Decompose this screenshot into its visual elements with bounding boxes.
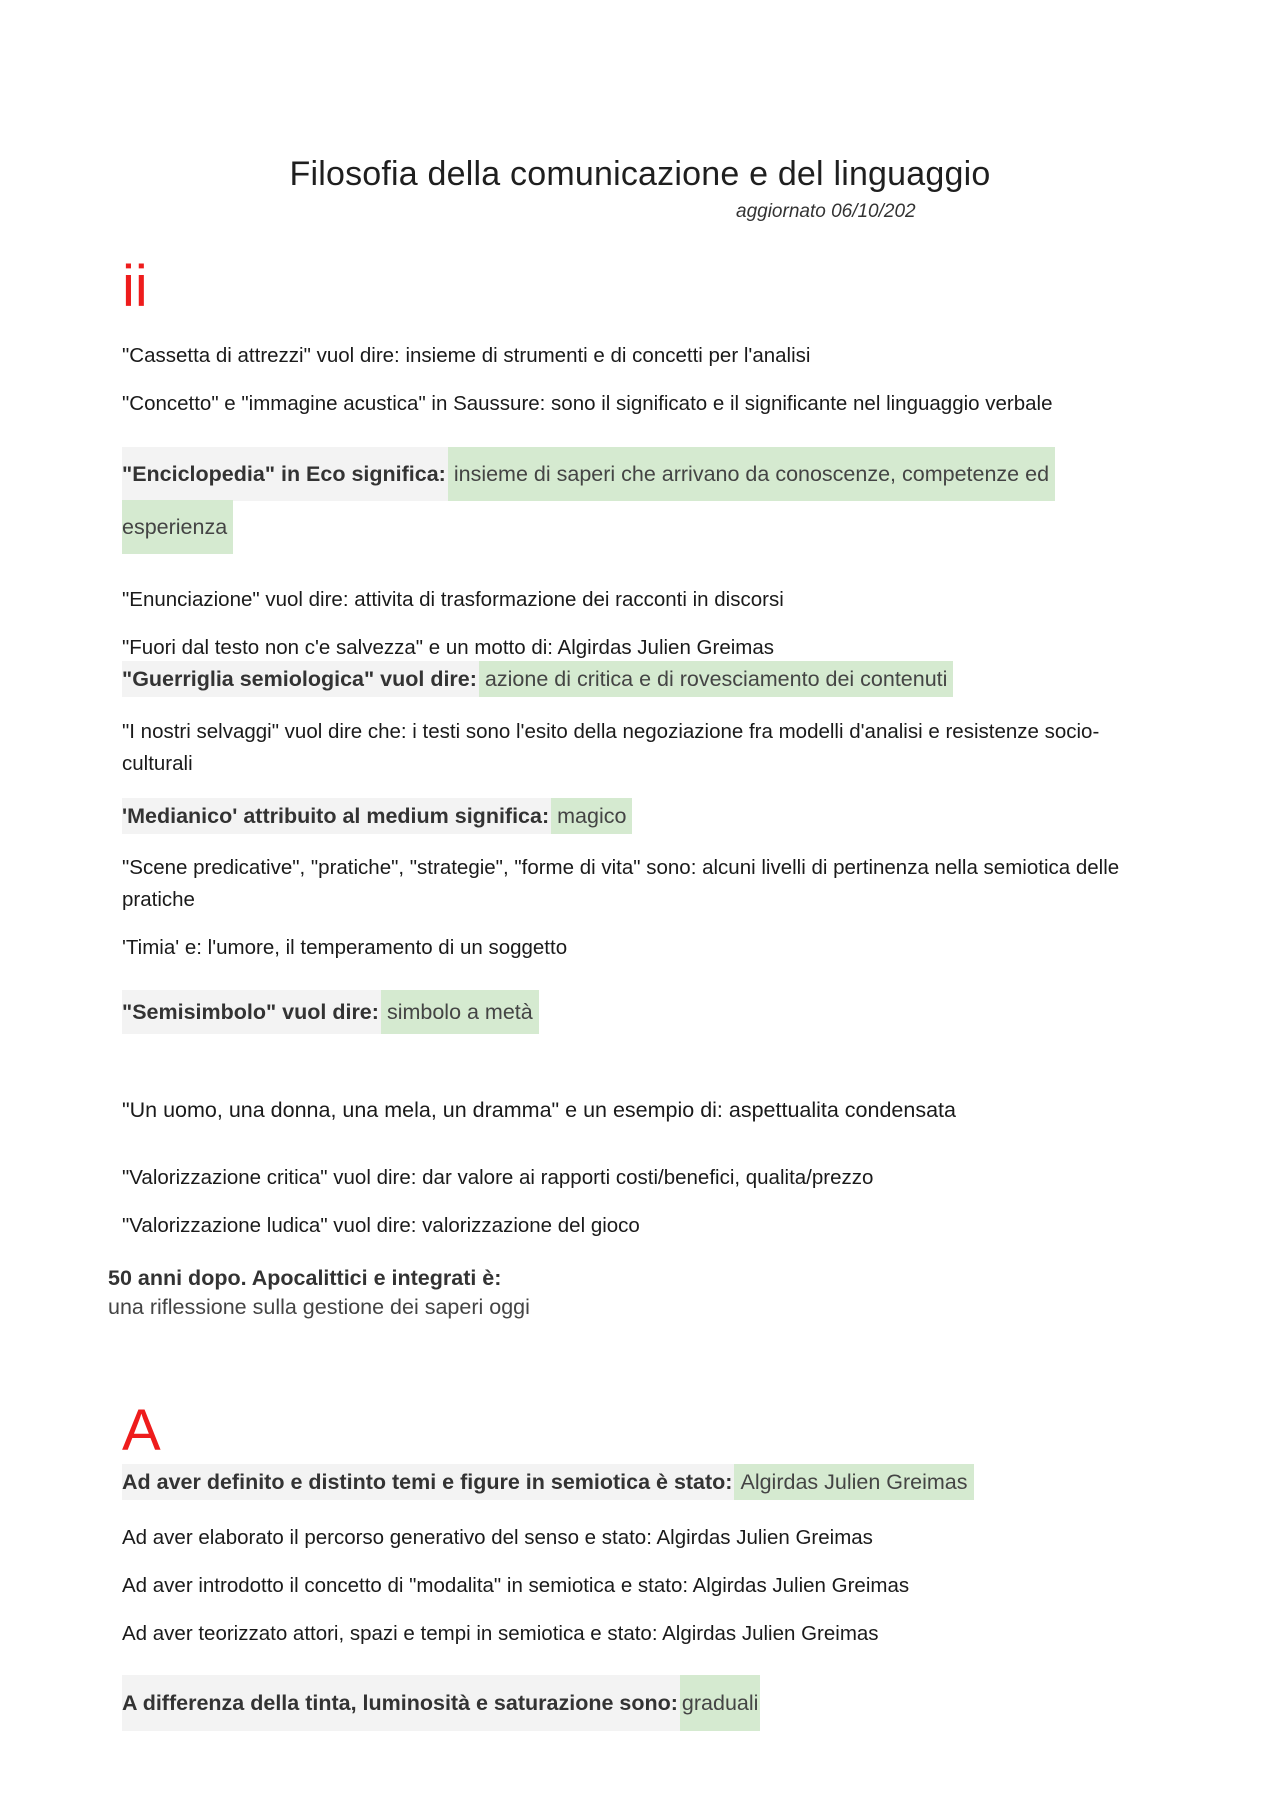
section-letter-quotes: ii (122, 254, 148, 319)
answer-text: una riflessione sulla gestione dei saperi oggi (108, 1295, 530, 1319)
entry-uomo: "Un uomo, una donna, una mela, un dramma" e un esempio di: aspettualita condensata (122, 1098, 956, 1122)
entry-cassetta: "Cassetta di attrezzi" vuol dire: insieme di strumenti e di concetti per l'analisi (122, 344, 811, 367)
entry-val-critica: "Valorizzazione critica" vuol dire: dar valore ai rapporti costi/benefici, qualita/prezzo (122, 1166, 874, 1189)
question-text: A differenza della tinta, luminosità e saturazione sono: (122, 1675, 680, 1731)
question-text: "Guerriglia semiologica" vuol dire: (122, 661, 479, 697)
entry-tinta (122, 1691, 760, 1716)
entry-50-anni (108, 1266, 530, 1320)
document-title: Filosofia della comunicazione e del linguaggio (289, 155, 991, 193)
answer-highlight: esperienza (122, 500, 233, 554)
updated-date: aggiornato 06/10/202 (736, 201, 916, 222)
entry-fuori-testo: "Fuori dal testo non c'e salvezza" e un motto di: Algirdas Julien Greimas (122, 636, 775, 659)
entry-guerriglia (122, 667, 953, 692)
entry-selvaggi: "I nostri selvaggi" vuol dire che: i testi sono l'esito della negoziazione fra modelli d'analisi e resistenze socio-culturali (122, 720, 1100, 775)
entry-percorso: Ad aver elaborato il percorso generativo del senso e stato: Algirdas Julien Greimas (122, 1526, 873, 1549)
entry-enciclopedia-cont (122, 515, 233, 540)
entry-enciclopedia (122, 462, 1055, 487)
answer-highlight: Algirdas Julien Greimas (734, 1464, 973, 1500)
entry-timia: 'Timia' e: l'umore, il temperamento di un soggetto (122, 936, 568, 959)
question-text: 'Medianico' attribuito al medium significa: (122, 798, 551, 834)
question-text: "Semisimbolo" vuol dire: (122, 990, 381, 1034)
entry-modalita: Ad aver introdotto il concetto di "modalita" in semiotica e stato: Algirdas Julien Greimas (122, 1574, 910, 1597)
answer-highlight: magico (551, 798, 632, 834)
entry-semisimbolo (122, 1000, 539, 1025)
answer-highlight: insieme di saperi che arrivano da conoscenze, competenze ed (448, 447, 1055, 501)
entry-enunciazione: "Enunciazione" vuol dire: attivita di trasformazione dei racconti in discorsi (122, 588, 784, 611)
entry-attori: Ad aver teorizzato attori, spazi e tempi in semiotica e stato: Algirdas Julien Greimas (122, 1622, 879, 1645)
entry-medianico (122, 804, 632, 829)
question-text: 50 anni dopo. Apocalittici e integrati è: (108, 1266, 502, 1290)
entry-concetto: "Concetto" e "immagine acustica" in Saussure: sono il significato e il significante nel linguaggio verbale (122, 392, 1053, 415)
question-text: "Enciclopedia" in Eco significa: (122, 447, 448, 501)
answer-highlight: simbolo a metà (381, 990, 539, 1034)
answer-highlight: azione di critica e di rovesciamento dei contenuti (479, 661, 954, 697)
answer-highlight: graduali (680, 1675, 761, 1731)
section-letter-a: A (122, 1398, 161, 1463)
entry-temi-figure (122, 1470, 974, 1495)
entry-scene: "Scene predicative", "pratiche", "strategie", "forme di vita" sono: alcuni livelli di pertinenza nella semiotica delle pratiche (122, 856, 1120, 911)
question-text: Ad aver definito e distinto temi e figure in semiotica è stato: (122, 1464, 734, 1500)
entry-val-ludica: "Valorizzazione ludica" vuol dire: valorizzazione del gioco (122, 1214, 640, 1237)
